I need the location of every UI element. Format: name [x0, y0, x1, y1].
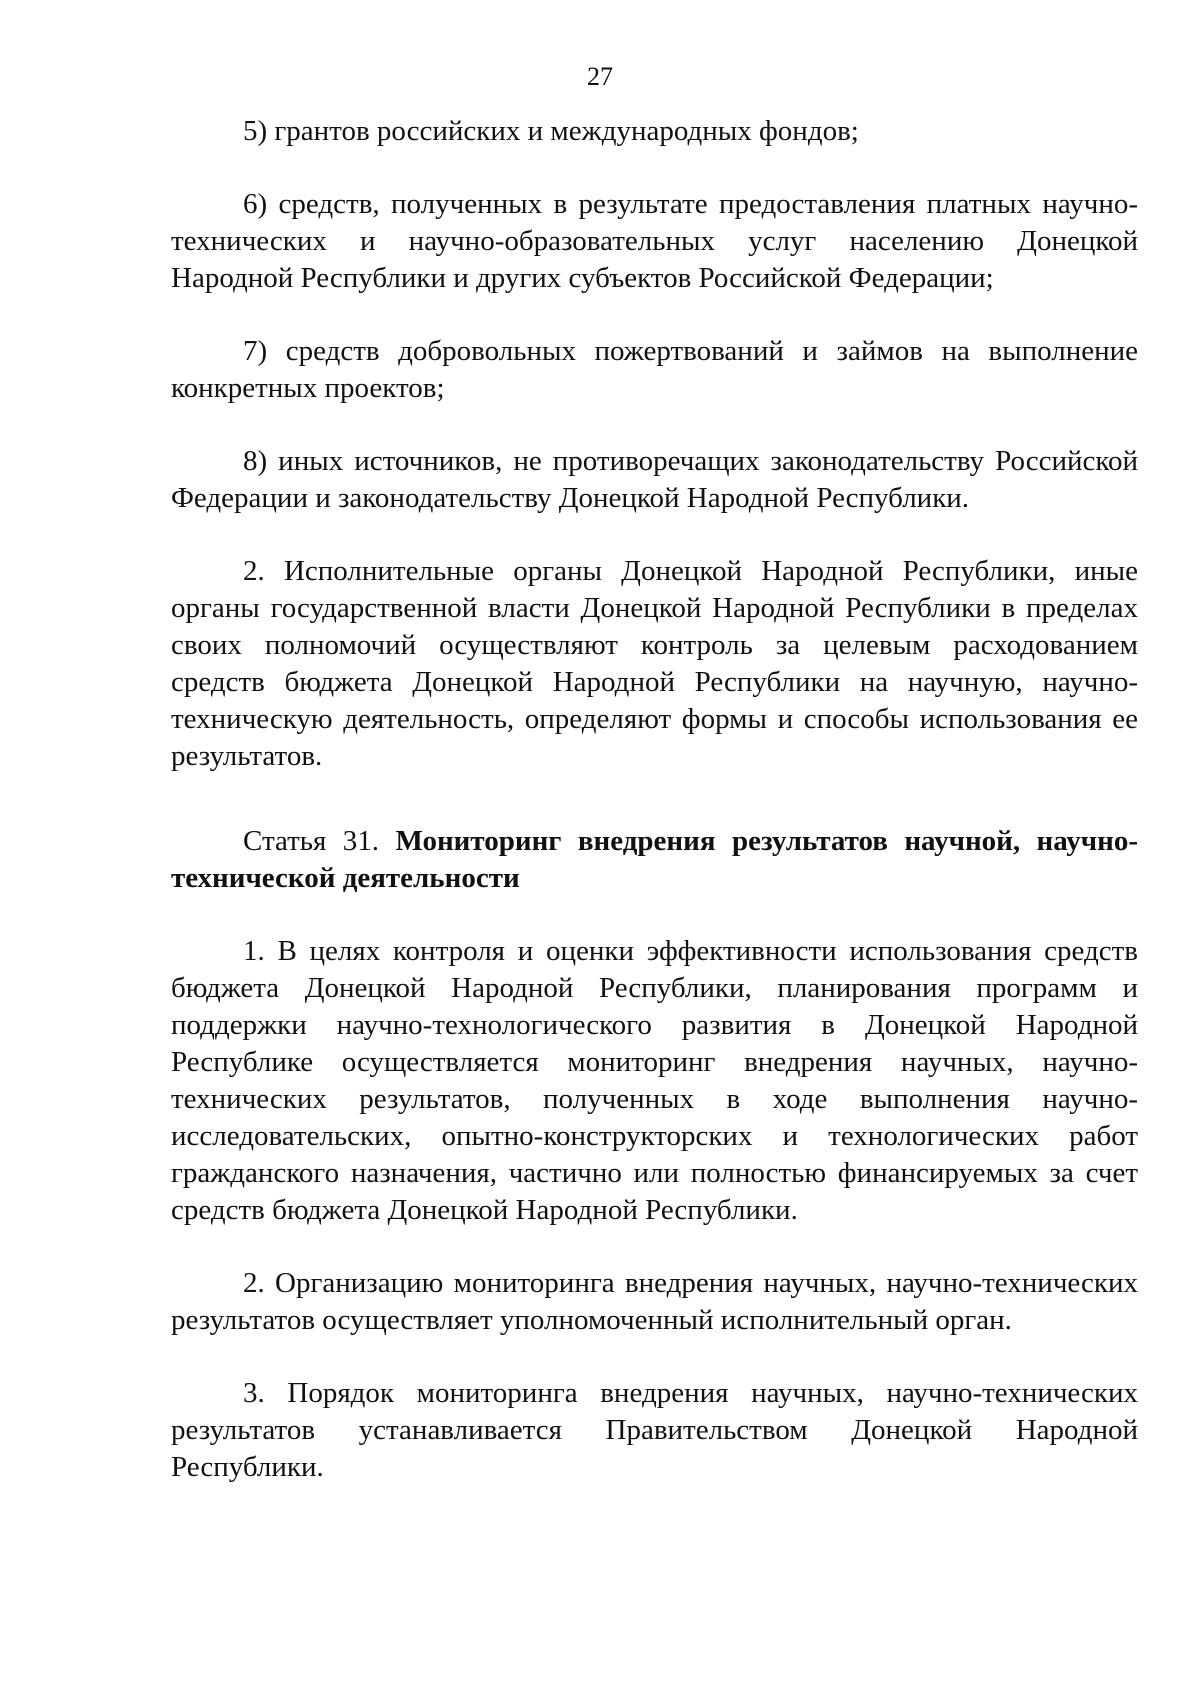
article-title: Мониторинг внедрения результатов научной, научно-технической деятельности — [171, 825, 1138, 894]
article-31-part-1: 1. В целях контроля и оценки эффективности использования средств бюджета Донецкой Народной Республики, планирования программ и поддержки научно-технологического развития в Донецкой Народной Республике осуществляется мониторинг внедрения научных, научно-технических результатов, полученных в ходе выполнения научно-исследовательских, опытно-конструкторских и технологических работ гражданского назначения, частично или полностью финансируемых за счет средств бюджета Донецкой Народной Республики. — [171, 935, 1138, 1226]
list-item-8: 8) иных источников, не противоречащих законодательству Российской Федерации и законодательству Донецкой Народной Республики. — [171, 445, 1138, 514]
article-30-part-2: 2. Исполнительные органы Донецкой Народной Республики, иные органы государственной власти Донецкой Народной Республики в пределах своих полномочий осуществляют контроль за целевым расходованием средств бюджета Донецкой Народной Республики на научную, научно-техническую деятельность, определяют формы и способы использования ее результатов. — [171, 555, 1138, 772]
article-31-heading — [171, 823, 1138, 897]
article-number: Статья 31. — [243, 825, 380, 857]
page-number: 27 — [587, 62, 613, 91]
list-item-5: 5) грантов российских и международных фондов; — [243, 115, 859, 147]
list-item-7: 7) средств добровольных пожертвований и займов на выполнение конкретных проектов; — [171, 335, 1138, 404]
document-body — [171, 113, 1138, 1522]
list-item-6: 6) средств, полученных в результате предоставления платных научно-технических и научно-образовательных услуг населению Донецкой Народной Республики и других субъектов Российской Федерации; — [171, 188, 1138, 294]
article-31-part-2: 2. Организацию мониторинга внедрения научных, научно-технических результатов осуществляет уполномоченный исполнительный орган. — [171, 1267, 1138, 1336]
article-31-part-3: 3. Порядок мониторинга внедрения научных, научно-технических результатов устанавливается Правительством Донецкой Народной Республики. — [171, 1377, 1138, 1483]
